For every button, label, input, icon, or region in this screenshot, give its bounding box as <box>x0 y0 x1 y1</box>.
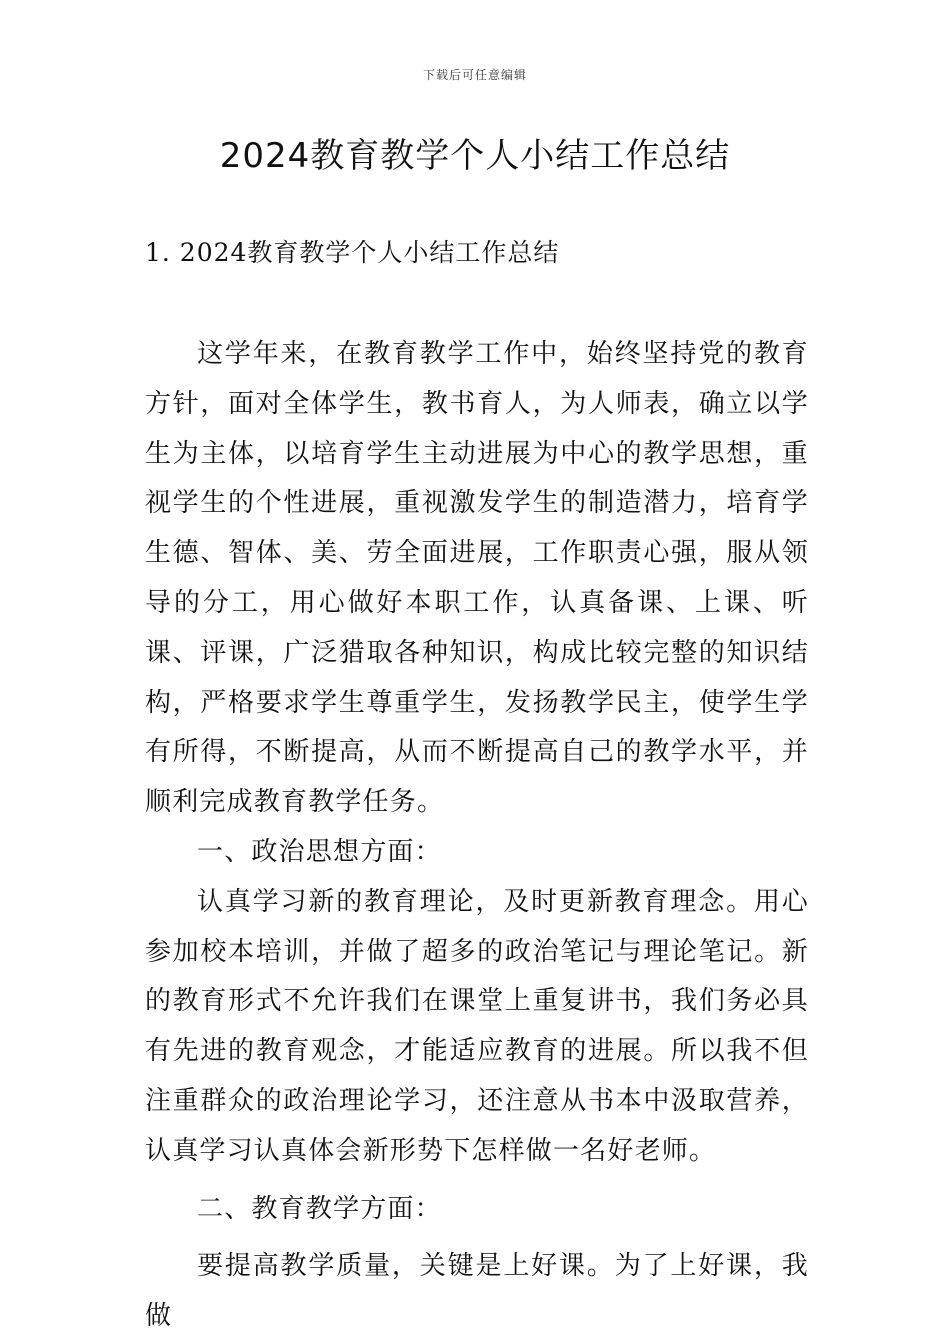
paragraph-teaching: 要提高教学质量，关键是上好课。为了上好课，我做 <box>145 1251 809 1332</box>
paragraph-heading-teaching: 二、教育教学方面： <box>197 1193 442 1224</box>
section-heading: 1. 2024教育教学个人小结工作总结 <box>145 238 560 267</box>
document-title: 2024教育教学个人小结工作总结 <box>219 136 731 176</box>
paragraph-political: 认真学习新的教育理论，及时更新教育理念。用心参加校本培训，并做了超多的政治笔记与理论笔记。新的教育形式不允许我们在课堂上重复讲书，我们务必具有先进的教育观念，才能适应教育的进展。所以我不但注重群众的政治理论学习，还注意从书本中汲取营养，认真学习认真体会新形势下怎样做一名好老师。 <box>145 886 809 1166</box>
paragraph-heading-political: 一、政治思想方面： <box>197 836 442 867</box>
header-note: 下载后可任意编辑 <box>422 68 527 82</box>
paragraph-intro: 这学年来，在教育教学工作中，始终坚持党的教育方针，面对全体学生，教书育人，为人师表，确立以学生为主体，以培育学生主动进展为中心的教学思想，重视学生的个性进展，重视激发学生的制造潜力，培育学生德、智体、美、劳全面进展，工作职责心强，服从领导的分工，用心做好本职工作，认真备课、上课、听课、评课，广泛猎取各种知识，构成比较完整的知识结构，严格要求学生尊重学生，发扬教学民主，使学生学有所得，不断提高，从而不断提高自己的教学水平，并顺利完成教育教学任务。 <box>145 339 809 818</box>
document-body <box>145 330 809 1342</box>
